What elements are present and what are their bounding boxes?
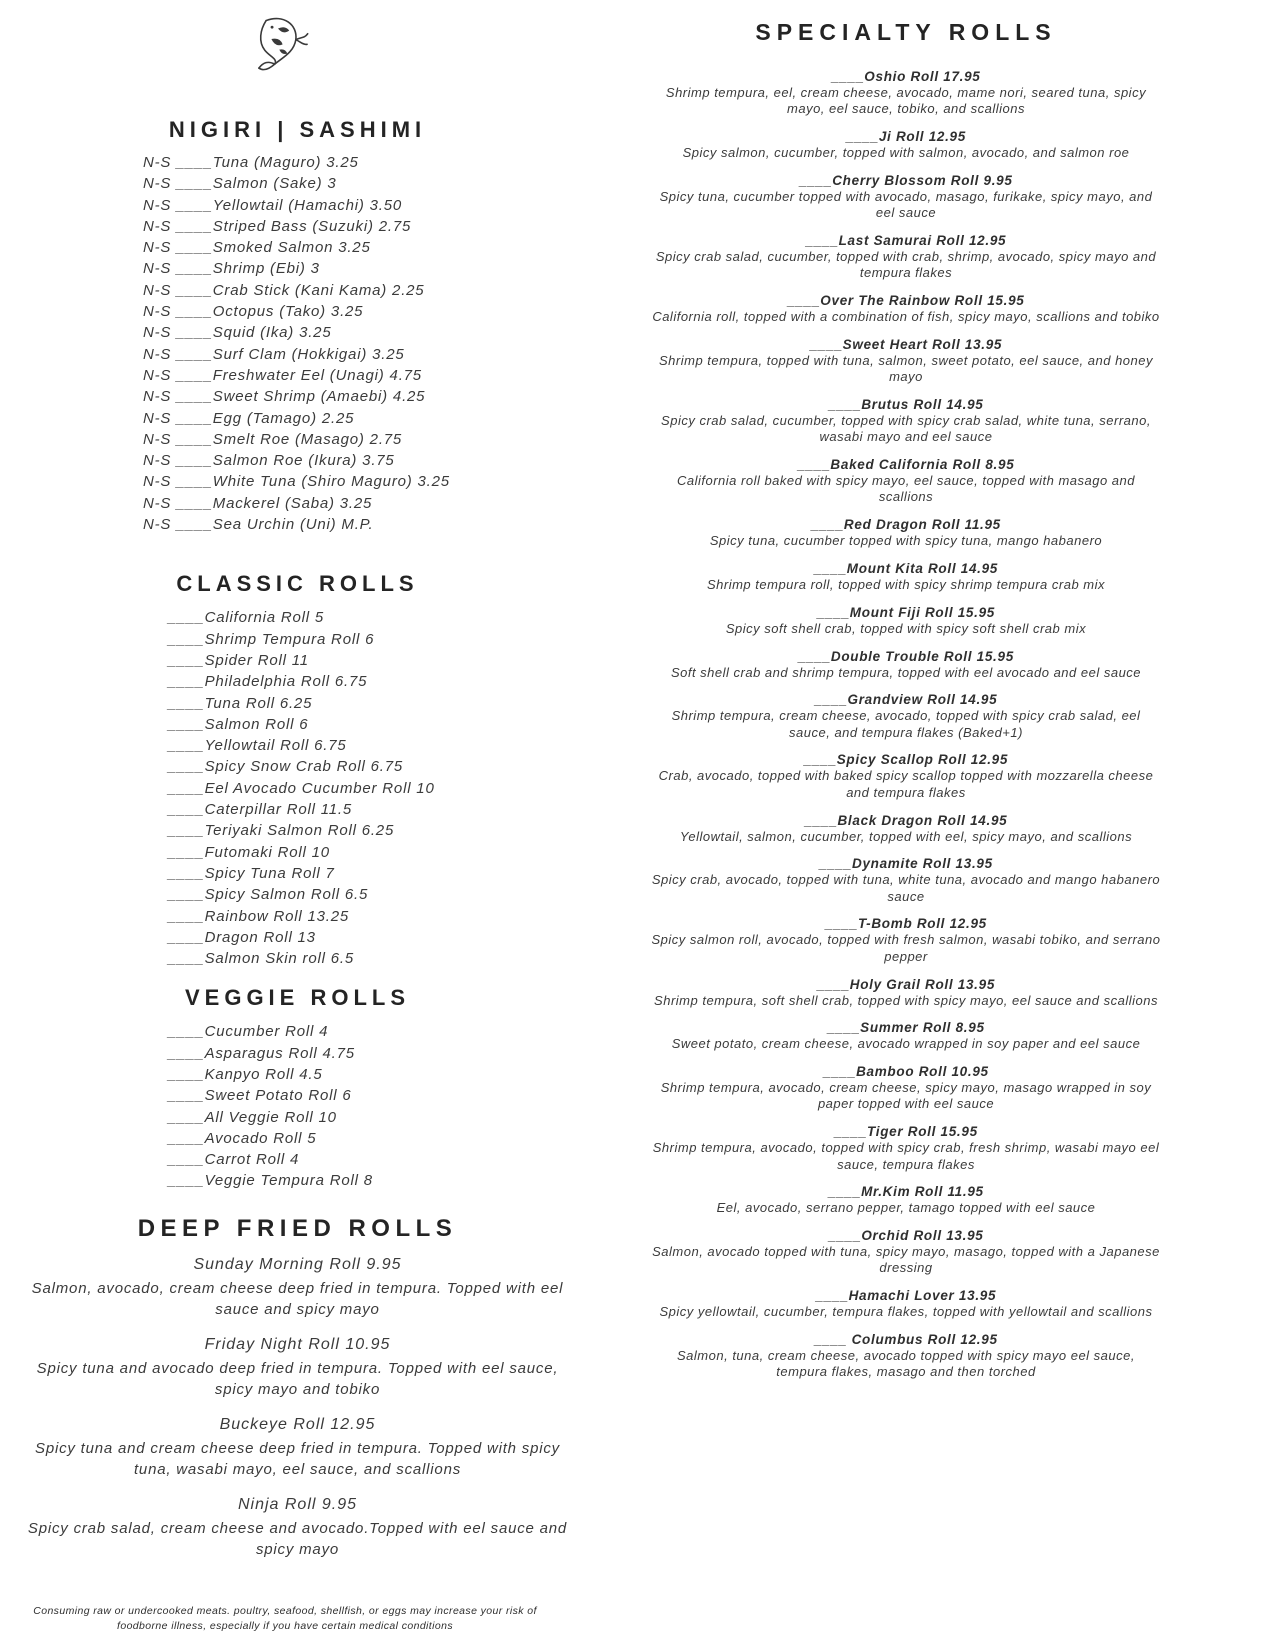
nigiri-item: N-S ____Tuna (Maguro) 3.25 bbox=[143, 154, 359, 171]
item-name-price: ____Summer Roll 8.95 bbox=[827, 1020, 985, 1036]
classic-roll-item: ____Salmon Skin roll 6.5 bbox=[168, 950, 354, 968]
classic-roll-item: ____Tuna Roll 6.25 bbox=[168, 694, 313, 712]
specialty-roll-item bbox=[650, 1123, 1162, 1173]
item-description: Spicy tuna and avocado deep fried in tempura. Topped with eel sauce, spicy mayo and tobiko bbox=[36, 1359, 559, 1398]
veggie-roll-item: ____Sweet Potato Roll 6 bbox=[168, 1087, 352, 1105]
deep-fried-roll-item bbox=[25, 1414, 570, 1480]
item-description: Salmon, avocado topped with tuna, spicy mayo, masago, topped with a Japanese dressing bbox=[652, 1244, 1160, 1276]
item-name-price: ____Holy Grail Roll 13.95 bbox=[816, 976, 996, 992]
nigiri-item: N-S ____Squid (Ika) 3.25 bbox=[143, 324, 332, 342]
nigiri-item: N-S ____Octopus (Tako) 3.25 bbox=[143, 303, 364, 321]
veggie-roll-item: ____Cucumber Roll 4 bbox=[168, 1023, 329, 1041]
specialty-roll-item bbox=[650, 232, 1162, 282]
specialty-roll-item bbox=[650, 560, 1162, 593]
item-name-price: ____Last Samurai Roll 12.95 bbox=[805, 232, 1007, 248]
item-description: Spicy yellowtail, cucumber, tempura flakes, topped with yellowtail and scallions bbox=[659, 1304, 1153, 1320]
classic-roll-item: ____Eel Avocado Cucumber Roll 10 bbox=[168, 779, 435, 797]
specialty-roll-item bbox=[650, 648, 1162, 681]
deep-fried-roll-item bbox=[25, 1494, 570, 1560]
veggie-roll-item: ____Avocado Roll 5 bbox=[168, 1129, 317, 1147]
item-name-price: ____Mr.Kim Roll 11.95 bbox=[828, 1184, 984, 1200]
specialty-roll-item bbox=[650, 336, 1162, 386]
item-name-price: ____Sweet Heart Roll 13.95 bbox=[809, 336, 1003, 352]
specialty-roll-item bbox=[650, 1287, 1162, 1320]
specialty-roll-item bbox=[650, 604, 1162, 637]
item-description: Shrimp tempura, soft shell crab, topped with spicy mayo, eel sauce and scallions bbox=[654, 992, 1158, 1008]
deep-fried-rolls-title: DEEP FRIED ROLLS bbox=[137, 1214, 458, 1242]
specialty-roll-item bbox=[650, 292, 1162, 325]
classic-roll-item: ____Futomaki Roll 10 bbox=[168, 843, 330, 861]
item-name-price: ____T-Bomb Roll 12.95 bbox=[825, 916, 987, 932]
item-name-price: ____Bamboo Roll 10.95 bbox=[823, 1064, 989, 1080]
item-name-price: ____Ji Roll 12.95 bbox=[846, 129, 966, 145]
item-name-price: ____Cherry Blossom Roll 9.95 bbox=[799, 172, 1013, 188]
veggie-roll-item: ____Carrot Roll 4 bbox=[168, 1151, 300, 1169]
veggie-roll-item: ____Kanpyo Roll 4.5 bbox=[168, 1065, 323, 1083]
deep-fried-roll-item bbox=[25, 1254, 570, 1320]
item-description: Spicy soft shell crab, topped with spicy soft shell crab mix bbox=[725, 620, 1087, 636]
item-description: Soft shell crab and shrimp tempura, topped with eel avocado and eel sauce bbox=[670, 664, 1142, 680]
item-name-price: ____Spicy Scallop Roll 12.95 bbox=[803, 752, 1009, 768]
left-column bbox=[25, 0, 570, 1634]
item-name-price: ____Black Dragon Roll 14.95 bbox=[804, 812, 1008, 828]
item-description: Spicy salmon roll, avocado, topped with fresh salmon, wasabi tobiko, and serrano pepper bbox=[651, 932, 1161, 964]
item-description: Sweet potato, cream cheese, avocado wrapped in soy paper and eel sauce bbox=[671, 1036, 1141, 1052]
specialty-roll-item bbox=[650, 1331, 1162, 1381]
nigiri-item: N-S ____Smoked Salmon 3.25 bbox=[143, 239, 371, 257]
specialty-roll-item bbox=[650, 855, 1162, 905]
veggie-roll-item: ____Asparagus Roll 4.75 bbox=[168, 1044, 355, 1062]
koi-fish-logo bbox=[5, 10, 550, 81]
specialty-roll-item bbox=[650, 1019, 1162, 1052]
item-name-price: ____Over The Rainbow Roll 15.95 bbox=[787, 293, 1025, 309]
specialty-roll-item bbox=[650, 812, 1162, 845]
nigiri-item: N-S ____Sweet Shrimp (Amaebi) 4.25 bbox=[143, 388, 426, 406]
specialty-roll-item bbox=[650, 1063, 1162, 1113]
specialty-rolls-list bbox=[650, 68, 1162, 1381]
classic-roll-item: ____Salmon Roll 6 bbox=[168, 715, 309, 733]
item-name-price: ____Hamachi Lover 13.95 bbox=[815, 1288, 997, 1304]
classic-roll-item: ____Teriyaki Salmon Roll 6.25 bbox=[168, 822, 395, 840]
specialty-roll-item bbox=[650, 976, 1162, 1009]
item-name-price: ____Double Trouble Roll 15.95 bbox=[798, 648, 1014, 664]
nigiri-item: N-S ____Mackerel (Saba) 3.25 bbox=[143, 494, 373, 512]
veggie-roll-item: ____Veggie Tempura Roll 8 bbox=[168, 1172, 373, 1190]
nigiri-item: N-S ____Striped Bass (Suzuki) 2.75 bbox=[143, 217, 412, 235]
right-column bbox=[650, 0, 1162, 1391]
item-name-price: Sunday Morning Roll 9.95 bbox=[193, 1255, 402, 1273]
nigiri-item: N-S ____Surf Clam (Hokkigai) 3.25 bbox=[143, 345, 405, 363]
item-name-price: ____Mount Fiji Roll 15.95 bbox=[816, 604, 996, 620]
item-description: Spicy salmon, cucumber, topped with salmon, avocado, and salmon roe bbox=[682, 145, 1130, 161]
deep-fried-rolls-list bbox=[25, 1254, 570, 1560]
classic-roll-item: ____California Roll 5 bbox=[168, 609, 325, 627]
item-name-price: ____Mount Kita Roll 14.95 bbox=[813, 560, 999, 576]
item-name-price: ____Brutus Roll 14.95 bbox=[828, 396, 984, 412]
specialty-roll-item bbox=[650, 751, 1162, 801]
nigiri-item: N-S ____Salmon (Sake) 3 bbox=[143, 175, 337, 193]
classic-roll-item: ____Rainbow Roll 13.25 bbox=[168, 907, 350, 925]
item-description: Shrimp tempura, avocado, topped with spicy crab, fresh shrimp, wasabi mayo eel sauce, tempura flakes bbox=[652, 1140, 1160, 1172]
specialty-roll-item bbox=[650, 456, 1162, 506]
deep-fried-roll-item bbox=[25, 1334, 570, 1400]
item-description: Spicy crab salad, cucumber, topped with spicy crab salad, white tuna, serrano, wasabi mayo and eel sauce bbox=[661, 412, 1151, 445]
item-description: Yellowtail, salmon, cucumber, topped with eel, spicy mayo, and scallions bbox=[679, 828, 1133, 844]
item-description: Shrimp tempura roll, topped with spicy shrimp tempura crab mix bbox=[706, 576, 1106, 592]
item-description: Spicy tuna, cucumber topped with spicy tuna, mango habanero bbox=[709, 533, 1103, 549]
item-description: Crab, avocado, topped with baked spicy scallop topped with mozzarella cheese and tempura flakes bbox=[658, 768, 1154, 800]
classic-roll-item: ____Philadelphia Roll 6.75 bbox=[168, 673, 368, 691]
specialty-roll-item bbox=[650, 1183, 1162, 1216]
item-description: Spicy tuna and cream cheese deep fried in tempura. Topped with spicy tuna, wasabi mayo, eel sauce, and scallions bbox=[35, 1439, 560, 1478]
item-description: Salmon, tuna, cream cheese, avocado topped with spicy mayo eel sauce, tempura flakes, masago and then torched bbox=[677, 1347, 1135, 1380]
nigiri-item: N-S ____Egg (Tamago) 2.25 bbox=[143, 409, 355, 427]
item-description: Shrimp tempura, eel, cream cheese, avocado, mame nori, seared tuna, spicy mayo, eel sauce, tobiko, and scallions bbox=[665, 85, 1147, 117]
classic-rolls-list bbox=[25, 607, 570, 969]
item-description: Spicy tuna, cucumber topped with avocado, masago, furikake, spicy mayo, and eel sauce bbox=[659, 188, 1153, 221]
item-name-price: ____Tiger Roll 15.95 bbox=[834, 1124, 978, 1140]
specialty-roll-item bbox=[650, 128, 1162, 161]
nigiri-item: N-S ____Sea Urchin (Uni) M.P. bbox=[143, 516, 374, 534]
item-name-price: Ninja Roll 9.95 bbox=[237, 1495, 358, 1513]
item-name-price: ____Dynamite Roll 13.95 bbox=[819, 856, 993, 872]
classic-roll-item: ____Spicy Snow Crab Roll 6.75 bbox=[168, 758, 403, 776]
nigiri-item: N-S ____Yellowtail (Hamachi) 3.50 bbox=[143, 196, 403, 214]
item-description: Shrimp tempura, avocado, cream cheese, spicy mayo, masago wrapped in soy paper topped with eel sauce bbox=[660, 1080, 1152, 1112]
nigiri-item: N-S ____White Tuna (Shiro Maguro) 3.25 bbox=[143, 473, 450, 491]
item-description: Spicy crab salad, cucumber, topped with crab, shrimp, avocado, spicy mayo and tempura flakes bbox=[655, 248, 1157, 281]
classic-roll-item: ____Caterpillar Roll 11.5 bbox=[168, 801, 352, 819]
item-name-price: ____Orchid Roll 13.95 bbox=[828, 1228, 984, 1244]
koi-fish-icon bbox=[245, 10, 311, 76]
veggie-rolls-list bbox=[25, 1021, 570, 1191]
item-description: Eel, avocado, serrano pepper, tamago topped with eel sauce bbox=[716, 1200, 1096, 1216]
classic-roll-item: ____Yellowtail Roll 6.75 bbox=[168, 737, 347, 755]
item-description: Shrimp tempura, cream cheese, avocado, topped with spicy crab salad, eel sauce, and tempura flakes (Baked+1) bbox=[671, 708, 1141, 740]
item-name-price: ____Baked California Roll 8.95 bbox=[797, 457, 1015, 473]
nigiri-item: N-S ____Freshwater Eel (Unagi) 4.75 bbox=[143, 366, 422, 384]
specialty-roll-item bbox=[650, 68, 1162, 118]
allergy-disclaimer: Consuming raw or undercooked meats. poultry, seafood, shellfish, or eggs may increase your risk of foodborne illness, especially if you have certain medical conditions bbox=[33, 1604, 537, 1632]
specialty-roll-item bbox=[650, 1227, 1162, 1277]
classic-roll-item: ____Spicy Tuna Roll 7 bbox=[168, 864, 335, 882]
specialty-roll-item bbox=[650, 691, 1162, 741]
classic-roll-item: ____Dragon Roll 13 bbox=[168, 928, 316, 946]
classic-rolls-title: CLASSIC ROLLS bbox=[176, 571, 419, 597]
item-name-price: ____ Columbus Roll 12.95 bbox=[814, 1331, 998, 1347]
item-description: Spicy crab salad, cream cheese and avocado.Topped with eel sauce and spicy mayo bbox=[27, 1519, 568, 1558]
item-name-price: Buckeye Roll 12.95 bbox=[219, 1415, 376, 1433]
item-name-price: Friday Night Roll 10.95 bbox=[204, 1335, 391, 1353]
item-description: California roll, topped with a combination of fish, spicy mayo, scallions and tobiko bbox=[652, 309, 1160, 325]
classic-roll-item: ____Spicy Salmon Roll 6.5 bbox=[168, 886, 369, 904]
nigiri-item: N-S ____Smelt Roe (Masago) 2.75 bbox=[143, 430, 403, 448]
specialty-roll-item bbox=[650, 516, 1162, 549]
specialty-rolls-title: SPECIALTY ROLLS bbox=[755, 19, 1057, 45]
nigiri-item: N-S ____Crab Stick (Kani Kama) 2.25 bbox=[143, 281, 425, 299]
specialty-roll-item bbox=[650, 396, 1162, 446]
classic-roll-item: ____Shrimp Tempura Roll 6 bbox=[168, 630, 375, 648]
item-description: Spicy crab, avocado, topped with tuna, white tuna, avocado and mango habanero sauce bbox=[651, 872, 1161, 904]
specialty-roll-item bbox=[650, 915, 1162, 965]
specialty-roll-item bbox=[650, 172, 1162, 222]
nigiri-item: N-S ____Salmon Roe (Ikura) 3.75 bbox=[143, 452, 395, 470]
veggie-rolls-title: VEGGIE ROLLS bbox=[184, 985, 411, 1011]
veggie-roll-item: ____All Veggie Roll 10 bbox=[168, 1108, 337, 1126]
item-name-price: ____Oshio Roll 17.95 bbox=[831, 69, 981, 84]
item-description: California roll baked with spicy mayo, eel sauce, topped with masago and scallions bbox=[676, 473, 1135, 505]
item-name-price: ____Grandview Roll 14.95 bbox=[814, 692, 998, 708]
item-name-price: ____Red Dragon Roll 11.95 bbox=[811, 517, 1001, 533]
item-description: Salmon, avocado, cream cheese deep fried in tempura. Topped with eel sauce and spicy mayo bbox=[31, 1279, 564, 1318]
nigiri-sashimi-title: NIGIRI | SASHIMI bbox=[168, 117, 427, 142]
classic-roll-item: ____Spider Roll 11 bbox=[168, 651, 309, 669]
nigiri-item: N-S ____Shrimp (Ebi) 3 bbox=[143, 260, 320, 278]
nigiri-sashimi-list bbox=[25, 152, 570, 535]
item-description: Shrimp tempura, topped with tuna, salmon, sweet potato, eel sauce, and honey mayo bbox=[659, 352, 1153, 385]
